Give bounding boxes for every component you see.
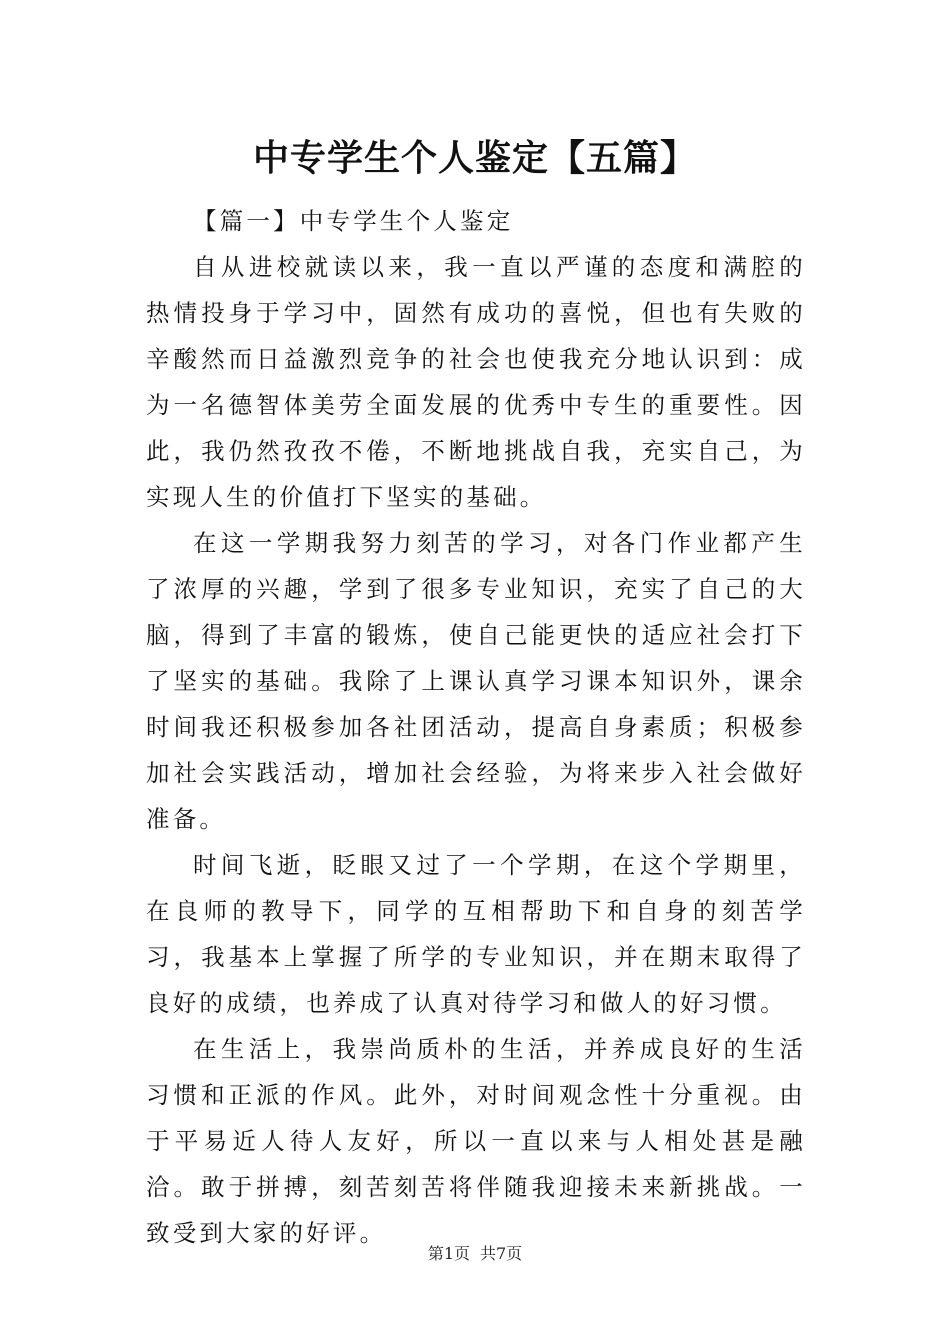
paragraph-3: 时间飞逝，眨眼又过了一个学期，在这个学期里，在良师的教导下，同学的互相帮助下和自身的刻苦学习，我基本上掌握了所学的专业知识，并在期末取得了良好的成绩，也养成了认真对待学习和做人的好习惯。 (146, 851, 806, 1017)
page-number: 第1页 (427, 1244, 470, 1263)
section-heading: 【篇一】中专学生个人鉴定 (193, 207, 514, 235)
page-footer (0, 1242, 950, 1266)
paragraph-2: 在这一学期我努力刻苦的学习，对各门作业都产生了浓厚的兴趣，学到了很多专业知识，充实了自己的大脑，得到了丰富的锻炼，使自己能更快的适应社会打下了坚实的基础。我除了上课认真学习课本知识外，课余时间我还积极参加各社团活动，提高自身素质；积极参加社会实践活动，增加社会经验，为将来步入社会做好准备。 (146, 529, 806, 833)
paragraph-1: 自从进校就读以来，我一直以严谨的态度和满腔的热情投身于学习中，固然有成功的喜悦，但也有失败的辛酸然而日益激烈竞争的社会也使我充分地认识到：成为一名德智体美劳全面发展的优秀中专生的重要性。因此，我仍然孜孜不倦，不断地挑战自我，充实自己，为实现人生的价值打下坚实的基础。 (146, 253, 806, 511)
document-title: 中专学生个人鉴定【五篇】 (252, 137, 697, 179)
paragraph-4: 在生活上，我崇尚质朴的生活，并养成良好的生活习惯和正派的作风。此外，对时间观念性十分重视。由于平易近人待人友好，所以一直以来与人相处甚是融洽。敢于拼搏，刻苦刻苦将伴随我迎接未来新挑战。一致受到大家的好评。 (146, 1035, 806, 1247)
document-body (146, 198, 806, 1256)
page-total: 共7页 (480, 1244, 523, 1263)
